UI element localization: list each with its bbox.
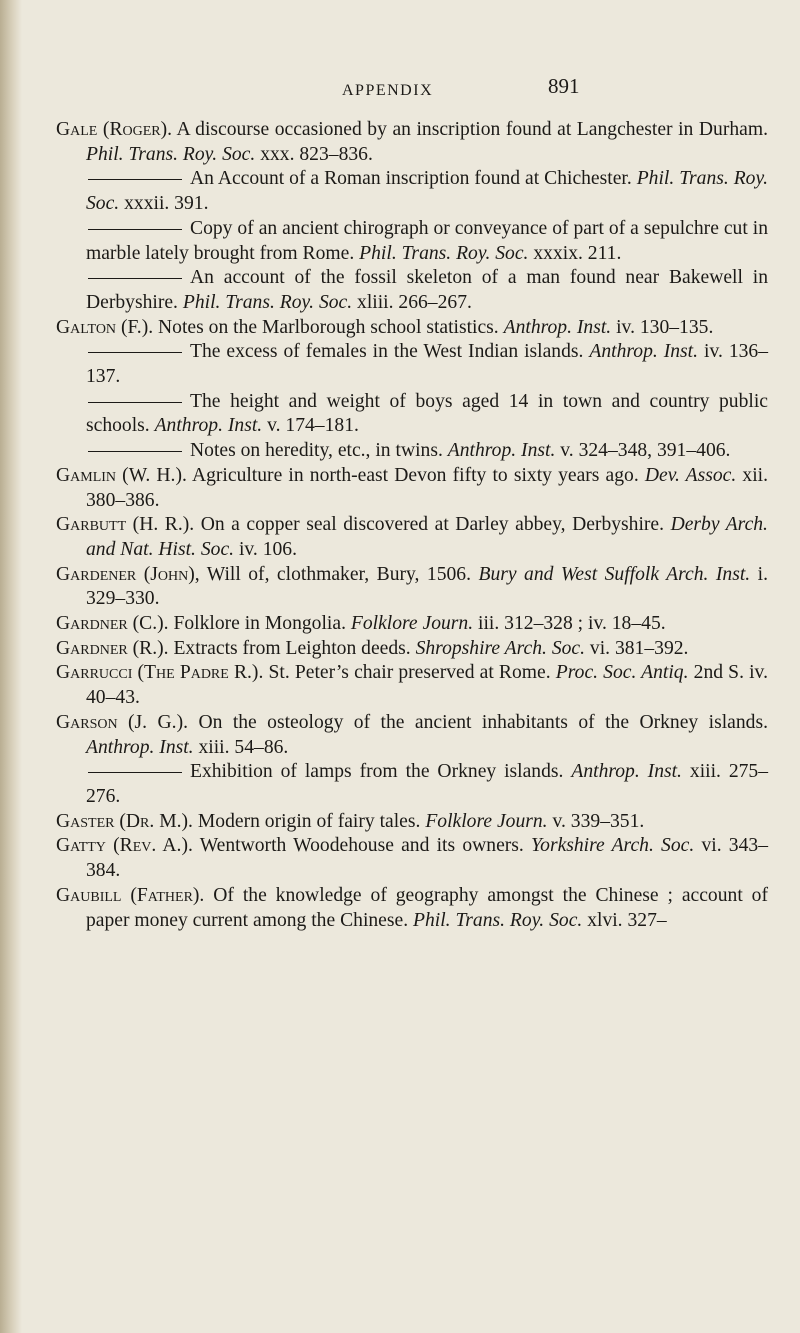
entry-reference: vi. 343–384. [86, 835, 768, 882]
entry-title: Copy of an ancient chirograph or conveyance of part of a sepulchre cut in marble lately brought from Rome. [86, 217, 768, 264]
entry-author: Gaster (Dr. M.). [56, 810, 193, 832]
entry-author: Gardener (John), [56, 563, 200, 585]
entry-title: An account of the fossil skeleton of a man found near Bakewell in Derbyshire. [86, 267, 768, 313]
entry-reference: iv. 130–135. [616, 316, 714, 338]
entry-source: Yorkshire Arch. Soc. [531, 835, 695, 857]
entry-source: Shropshire Arch. Soc. [415, 637, 586, 659]
entry-title: St. Peter’s chair preserved at Rome. [268, 662, 551, 684]
entry-reference: vi. 381–392. [589, 637, 689, 659]
ditto-rule [88, 278, 182, 279]
ditto-rule [88, 772, 182, 773]
entry-title: Notes on the Marlborough school statistics. [158, 316, 499, 338]
bibliography-entry [56, 513, 768, 562]
bibliography-entry [56, 390, 768, 439]
entry-reference: iii. 312–328 ; iv. 18–45. [478, 613, 666, 635]
entry-source: Folklore Journ. [425, 810, 548, 832]
entry-reference: iv. 106. [238, 538, 298, 560]
entry-author: Gaubill (Father). [56, 884, 205, 906]
running-head: APPENDIX [342, 82, 434, 99]
ditto-rule [88, 352, 182, 353]
entry-title: An Account of a Roman inscription found at Chichester. [190, 168, 632, 190]
entry-source: Anthrop. Inst. [571, 761, 682, 783]
entry-title: Agriculture in north-east Devon fifty to sixty years ago. [191, 464, 639, 486]
bibliography-entry [56, 637, 768, 662]
entry-title: Notes on heredity, etc., in twins. [190, 440, 443, 462]
entry-author: Garbutt (H. R.). [56, 514, 195, 536]
entry-reference: xiii. 54–86. [198, 736, 289, 758]
entry-title: Of the knowledge of geography amongst the Chinese ; account of paper money current among the Chinese. [86, 884, 768, 931]
ditto-rule [88, 179, 182, 180]
bibliography-list [56, 118, 768, 933]
bibliography-entry [56, 167, 768, 216]
entry-reference: xii. 380–386. [86, 464, 768, 511]
entry-source: Anthrop. Inst. [154, 415, 263, 437]
entry-source: Derby Arch. and Nat. Hist. Soc. [86, 514, 768, 560]
entry-author: Gamlin (W. H.). [56, 464, 187, 486]
entry-source: Bury and West Suffolk Arch. Inst. [478, 563, 751, 585]
page-header [0, 74, 800, 104]
entry-reference: iv. 136–137. [86, 341, 769, 388]
entry-source: Folklore Journ. [350, 613, 474, 635]
bibliography-entry [56, 217, 768, 266]
entry-title: The height and weight of boys aged 14 in town and country public schools. [86, 390, 768, 437]
bibliography-entry [56, 563, 768, 612]
entry-reference: xiii. 275–276. [86, 761, 769, 807]
entry-title: On the osteology of the ancient inhabitants of the Orkney islands. [198, 711, 768, 733]
entry-title: The excess of females in the West Indian islands. [190, 341, 584, 363]
entry-author: Garrucci (The Padre R.). [56, 662, 264, 684]
entry-title: A discourse occasioned by an inscription found at Langchester in Durham. [176, 119, 769, 140]
bibliography-entry [56, 760, 768, 809]
ditto-rule [88, 451, 182, 452]
bibliography-entry [56, 266, 768, 315]
bibliography-entry [56, 439, 768, 464]
entry-reference: v. 339–351. [552, 810, 645, 832]
entry-source: Phil. Trans. Roy. Soc. [359, 242, 529, 264]
bibliography-entry [56, 884, 768, 933]
entry-source: Anthrop. Inst. [503, 316, 612, 338]
entry-author: Galton (F.). [56, 316, 154, 338]
entry-source: Phil. Trans. Roy. Soc. [86, 168, 768, 215]
entry-title: On a copper seal discovered at Darley abbey, Derbyshire. [200, 514, 665, 536]
entry-reference: xxxix. 211. [533, 242, 622, 264]
bibliography-entry [56, 661, 768, 710]
bibliography-entry [56, 316, 768, 341]
entry-author: Gatty (Rev. A.). [56, 835, 193, 857]
page-number: 891 [548, 74, 580, 98]
entry-title: Will of, clothmaker, Bury, 1506. [206, 563, 472, 585]
entry-source: Phil. Trans. Roy. Soc. [86, 143, 256, 165]
entry-title: Exhibition of lamps from the Orkney islands. [190, 761, 564, 783]
bibliography-entry [56, 711, 768, 760]
entry-reference: i. 329–330. [86, 563, 768, 610]
entry-source: Phil. Trans. Roy. Soc. [182, 291, 353, 313]
entry-reference: xxx. 823–836. [260, 143, 373, 165]
entry-reference: v. 174–181. [267, 415, 359, 437]
entry-source: Anthrop. Inst. [589, 341, 699, 363]
bibliography-entry [56, 118, 768, 167]
entry-title: Extracts from Leighton deeds. [173, 637, 411, 659]
ditto-rule [88, 402, 182, 403]
bibliography-entry [56, 464, 768, 513]
bibliography-entry [56, 810, 768, 835]
entry-source: Anthrop. Inst. [86, 736, 194, 758]
entry-title: Folklore in Mongolia. [173, 613, 346, 635]
entry-author: Gardner (R.). [56, 637, 169, 659]
entry-title: Modern origin of fairy tales. [197, 810, 421, 832]
entry-source: Anthrop. Inst. [447, 440, 556, 462]
book-spine-shadow [0, 0, 22, 1333]
entry-source: Phil. Trans. Roy. Soc. [413, 909, 583, 931]
bibliography-entry [56, 612, 768, 637]
entry-author: Gale (Roger). [56, 119, 173, 140]
entry-author: Gardner (C.). [56, 613, 169, 635]
ditto-rule [88, 229, 182, 230]
entry-source: Proc. Soc. Antiq. [555, 662, 689, 684]
entry-reference: v. 324–348, 391–406. [560, 440, 731, 462]
entry-reference: xxxii. 391. [124, 193, 209, 215]
entry-source: Dev. Assoc. [644, 464, 737, 486]
entry-author: Garson (J. G.). [56, 711, 188, 733]
bibliography-entry [56, 834, 768, 883]
bibliography-entry [56, 340, 768, 389]
entry-reference: 2nd S. iv. 40–43. [86, 662, 768, 709]
entry-reference: xlvi. 327– [587, 909, 667, 931]
entry-title: Wentworth Woodehouse and its owners. [199, 835, 524, 857]
entry-reference: xliii. 266–267. [357, 291, 472, 313]
